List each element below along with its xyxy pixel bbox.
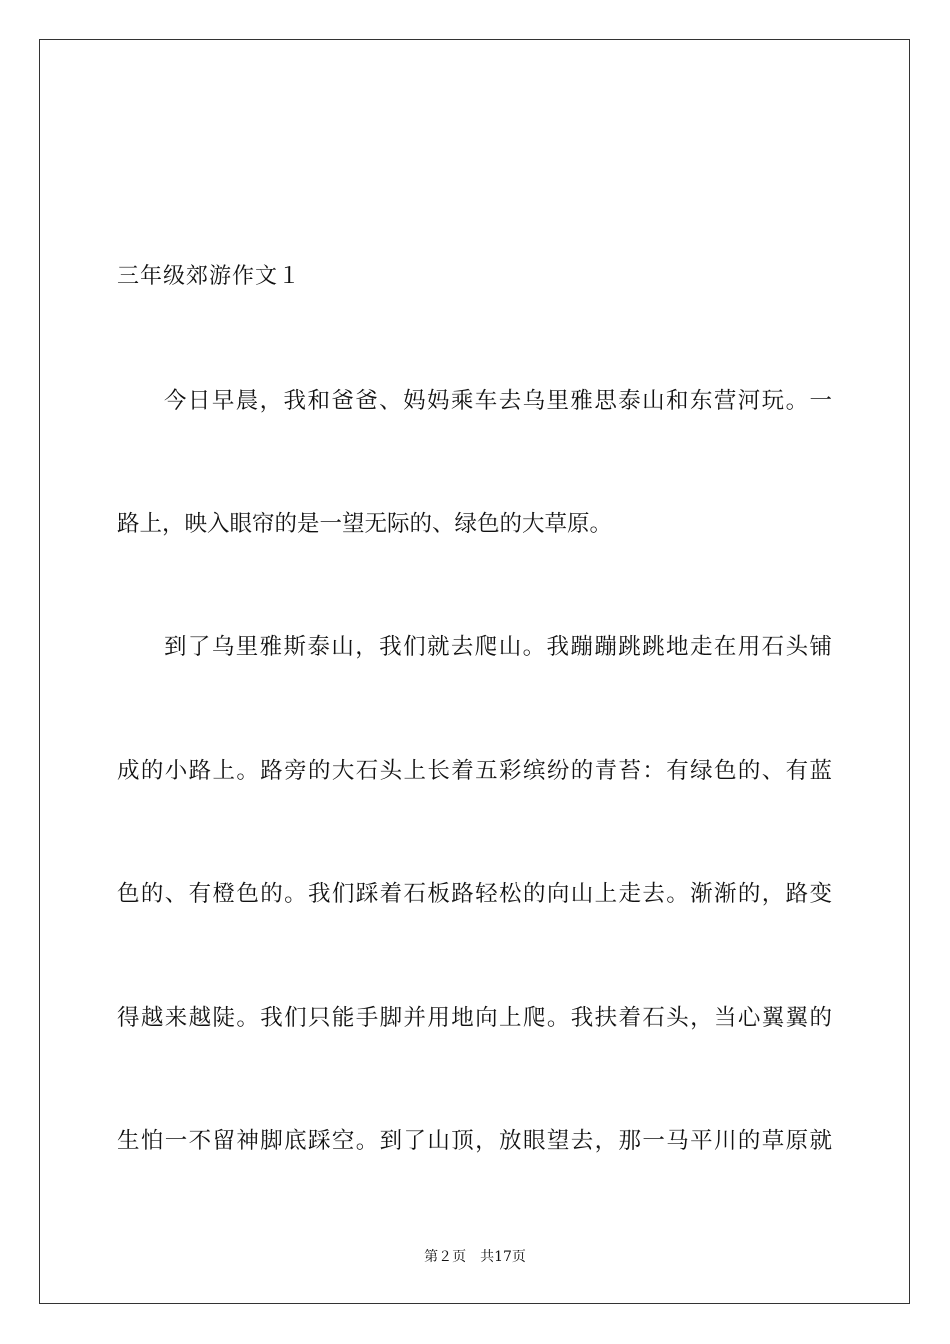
paragraph-2-line-4: 得越来越陡。我们只能手脚并用地向上爬。我扶着石头，当心翼翼的	[117, 1005, 832, 1031]
page-number: 第２页	[424, 1249, 467, 1265]
page-border	[39, 39, 910, 1304]
paragraph-1-line-1: 今日早晨，我和爸爸、妈妈乘车去乌里雅思泰山和东营河玩。一	[164, 388, 832, 414]
paragraph-2-line-2: 成的小路上。路旁的大石头上长着五彩缤纷的青苔：有绿色的、有蓝	[117, 758, 832, 784]
paragraph-2-line-5: 生怕一不留神脚底踩空。到了山顶，放眼望去，那一马平川的草原就	[117, 1128, 832, 1154]
paragraph-2-line-3: 色的、有橙色的。我们踩着石板路轻松的向山上走去。渐渐的，路变	[117, 881, 832, 907]
page-footer	[0, 1248, 950, 1266]
paragraph-2-line-1: 到了乌里雅斯泰山，我们就去爬山。我蹦蹦跳跳地走在用石头铺	[164, 634, 832, 660]
paragraph-1-line-2: 路上，映入眼帘的是一望无际的、绿色的大草原。	[117, 511, 613, 537]
document-title: 三年级郊游作文１	[117, 264, 302, 289]
page-total: 共17页	[480, 1249, 526, 1265]
